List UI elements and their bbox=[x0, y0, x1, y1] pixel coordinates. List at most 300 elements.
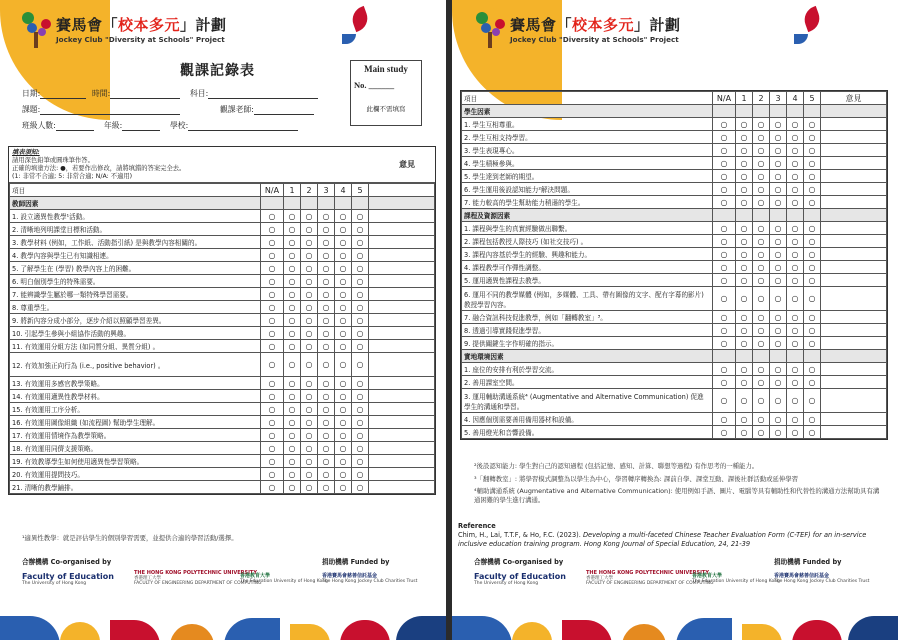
rating-option-5[interactable]: ○ bbox=[352, 429, 369, 442]
rating-option-1[interactable]: ○ bbox=[284, 314, 301, 327]
rating-na-option[interactable]: ○ bbox=[713, 261, 736, 274]
rating-option-1[interactable]: ○ bbox=[284, 429, 301, 442]
rating-option-2[interactable]: ○ bbox=[753, 144, 770, 157]
remarks-cell[interactable] bbox=[369, 390, 435, 403]
rating-option-5[interactable]: ○ bbox=[804, 170, 821, 183]
rating-option-5[interactable]: ○ bbox=[352, 249, 369, 262]
rating-option-1[interactable]: ○ bbox=[284, 249, 301, 262]
rating-na-option[interactable]: ○ bbox=[261, 481, 284, 494]
rating-option-3[interactable]: ○ bbox=[770, 287, 787, 311]
rating-option-3[interactable]: ○ bbox=[318, 223, 335, 236]
rating-option-4[interactable]: ○ bbox=[335, 275, 352, 288]
rating-option-5[interactable]: ○ bbox=[804, 363, 821, 376]
rating-option-3[interactable]: ○ bbox=[318, 288, 335, 301]
rating-na-option[interactable]: ○ bbox=[713, 311, 736, 324]
remarks-cell[interactable] bbox=[369, 275, 435, 288]
rating-option-5[interactable]: ○ bbox=[352, 403, 369, 416]
rating-option-1[interactable]: ○ bbox=[284, 327, 301, 340]
remarks-cell[interactable] bbox=[369, 288, 435, 301]
rating-option-2[interactable]: ○ bbox=[753, 324, 770, 337]
remarks-cell[interactable] bbox=[821, 413, 887, 426]
remarks-cell[interactable] bbox=[821, 144, 887, 157]
rating-option-4[interactable]: ○ bbox=[335, 236, 352, 249]
rating-option-5[interactable]: ○ bbox=[804, 287, 821, 311]
remarks-cell[interactable] bbox=[821, 196, 887, 209]
remarks-cell[interactable] bbox=[369, 236, 435, 249]
rating-option-2[interactable]: ○ bbox=[301, 314, 318, 327]
rating-option-1[interactable]: ○ bbox=[736, 131, 753, 144]
rating-option-1[interactable]: ○ bbox=[736, 413, 753, 426]
rating-option-1[interactable]: ○ bbox=[736, 170, 753, 183]
rating-option-1[interactable]: ○ bbox=[284, 301, 301, 314]
rating-option-5[interactable]: ○ bbox=[804, 413, 821, 426]
rating-option-5[interactable]: ○ bbox=[352, 236, 369, 249]
rating-option-4[interactable]: ○ bbox=[787, 337, 804, 350]
rating-option-1[interactable]: ○ bbox=[736, 324, 753, 337]
rating-option-5[interactable]: ○ bbox=[352, 262, 369, 275]
rating-option-2[interactable]: ○ bbox=[301, 468, 318, 481]
rating-option-3[interactable]: ○ bbox=[770, 170, 787, 183]
field-time[interactable]: 時間: bbox=[92, 88, 180, 99]
rating-option-1[interactable]: ○ bbox=[284, 455, 301, 468]
rating-option-3[interactable]: ○ bbox=[770, 235, 787, 248]
remarks-cell[interactable] bbox=[369, 210, 435, 223]
remarks-cell[interactable] bbox=[369, 481, 435, 494]
rating-option-1[interactable]: ○ bbox=[736, 118, 753, 131]
rating-option-4[interactable]: ○ bbox=[787, 261, 804, 274]
rating-option-2[interactable]: ○ bbox=[301, 223, 318, 236]
rating-option-2[interactable]: ○ bbox=[753, 248, 770, 261]
remarks-cell[interactable] bbox=[369, 262, 435, 275]
rating-option-3[interactable]: ○ bbox=[318, 236, 335, 249]
rating-na-option[interactable]: ○ bbox=[713, 389, 736, 413]
rating-option-4[interactable]: ○ bbox=[787, 274, 804, 287]
rating-option-1[interactable]: ○ bbox=[736, 426, 753, 439]
field-date[interactable]: 日期: bbox=[22, 88, 86, 99]
remarks-cell[interactable] bbox=[821, 157, 887, 170]
rating-na-option[interactable]: ○ bbox=[261, 327, 284, 340]
rating-option-4[interactable]: ○ bbox=[335, 468, 352, 481]
remarks-cell[interactable] bbox=[821, 389, 887, 413]
rating-option-3[interactable]: ○ bbox=[318, 301, 335, 314]
rating-na-option[interactable]: ○ bbox=[713, 363, 736, 376]
rating-na-option[interactable]: ○ bbox=[261, 314, 284, 327]
rating-na-option[interactable]: ○ bbox=[261, 390, 284, 403]
rating-option-1[interactable]: ○ bbox=[284, 442, 301, 455]
rating-option-3[interactable]: ○ bbox=[318, 455, 335, 468]
rating-option-1[interactable]: ○ bbox=[284, 353, 301, 377]
remarks-cell[interactable] bbox=[369, 403, 435, 416]
rating-option-2[interactable]: ○ bbox=[301, 236, 318, 249]
rating-option-3[interactable]: ○ bbox=[770, 311, 787, 324]
rating-option-5[interactable]: ○ bbox=[804, 337, 821, 350]
rating-na-option[interactable]: ○ bbox=[713, 274, 736, 287]
rating-option-2[interactable]: ○ bbox=[753, 235, 770, 248]
rating-na-option[interactable]: ○ bbox=[261, 416, 284, 429]
rating-option-1[interactable]: ○ bbox=[736, 337, 753, 350]
rating-option-1[interactable]: ○ bbox=[284, 377, 301, 390]
rating-option-3[interactable]: ○ bbox=[318, 442, 335, 455]
rating-option-5[interactable]: ○ bbox=[804, 311, 821, 324]
rating-option-2[interactable]: ○ bbox=[753, 311, 770, 324]
rating-option-4[interactable]: ○ bbox=[335, 314, 352, 327]
rating-option-5[interactable]: ○ bbox=[804, 183, 821, 196]
rating-option-3[interactable]: ○ bbox=[318, 377, 335, 390]
rating-option-2[interactable]: ○ bbox=[753, 274, 770, 287]
rating-option-5[interactable]: ○ bbox=[804, 144, 821, 157]
rating-option-1[interactable]: ○ bbox=[284, 403, 301, 416]
remarks-cell[interactable] bbox=[821, 363, 887, 376]
rating-option-5[interactable]: ○ bbox=[352, 416, 369, 429]
rating-na-option[interactable]: ○ bbox=[713, 183, 736, 196]
remarks-cell[interactable] bbox=[821, 248, 887, 261]
rating-option-3[interactable]: ○ bbox=[770, 183, 787, 196]
rating-option-5[interactable]: ○ bbox=[804, 118, 821, 131]
rating-option-3[interactable]: ○ bbox=[770, 324, 787, 337]
rating-option-4[interactable]: ○ bbox=[787, 376, 804, 389]
rating-option-2[interactable]: ○ bbox=[753, 170, 770, 183]
rating-na-option[interactable]: ○ bbox=[261, 429, 284, 442]
rating-option-5[interactable]: ○ bbox=[804, 389, 821, 413]
remarks-cell[interactable] bbox=[821, 426, 887, 439]
rating-option-2[interactable]: ○ bbox=[301, 442, 318, 455]
rating-option-5[interactable]: ○ bbox=[352, 377, 369, 390]
rating-option-1[interactable]: ○ bbox=[736, 235, 753, 248]
rating-option-4[interactable]: ○ bbox=[787, 426, 804, 439]
rating-option-3[interactable]: ○ bbox=[770, 274, 787, 287]
rating-option-2[interactable]: ○ bbox=[753, 426, 770, 439]
rating-na-option[interactable]: ○ bbox=[261, 288, 284, 301]
rating-option-3[interactable]: ○ bbox=[318, 340, 335, 353]
rating-na-option[interactable]: ○ bbox=[713, 118, 736, 131]
rating-option-4[interactable]: ○ bbox=[335, 210, 352, 223]
rating-option-2[interactable]: ○ bbox=[301, 390, 318, 403]
rating-option-3[interactable]: ○ bbox=[770, 196, 787, 209]
rating-option-3[interactable]: ○ bbox=[318, 275, 335, 288]
remarks-cell[interactable] bbox=[369, 353, 435, 377]
rating-option-2[interactable]: ○ bbox=[753, 196, 770, 209]
remarks-cell[interactable] bbox=[821, 222, 887, 235]
rating-na-option[interactable]: ○ bbox=[713, 222, 736, 235]
rating-option-4[interactable]: ○ bbox=[335, 340, 352, 353]
rating-option-2[interactable]: ○ bbox=[301, 481, 318, 494]
rating-option-2[interactable]: ○ bbox=[753, 131, 770, 144]
rating-option-2[interactable]: ○ bbox=[753, 363, 770, 376]
rating-option-1[interactable]: ○ bbox=[736, 222, 753, 235]
rating-option-4[interactable]: ○ bbox=[787, 170, 804, 183]
rating-option-1[interactable]: ○ bbox=[736, 183, 753, 196]
rating-option-1[interactable]: ○ bbox=[284, 210, 301, 223]
rating-option-1[interactable]: ○ bbox=[736, 274, 753, 287]
rating-na-option[interactable]: ○ bbox=[261, 249, 284, 262]
rating-option-5[interactable]: ○ bbox=[804, 274, 821, 287]
rating-option-2[interactable]: ○ bbox=[301, 275, 318, 288]
rating-option-3[interactable]: ○ bbox=[770, 376, 787, 389]
rating-na-option[interactable]: ○ bbox=[261, 210, 284, 223]
rating-option-5[interactable]: ○ bbox=[352, 390, 369, 403]
rating-option-4[interactable]: ○ bbox=[335, 223, 352, 236]
rating-option-4[interactable]: ○ bbox=[787, 413, 804, 426]
rating-na-option[interactable]: ○ bbox=[713, 157, 736, 170]
rating-option-1[interactable]: ○ bbox=[736, 261, 753, 274]
rating-option-2[interactable]: ○ bbox=[753, 337, 770, 350]
remarks-cell[interactable] bbox=[821, 311, 887, 324]
rating-option-5[interactable]: ○ bbox=[352, 340, 369, 353]
rating-na-option[interactable]: ○ bbox=[713, 248, 736, 261]
rating-option-3[interactable]: ○ bbox=[770, 157, 787, 170]
remarks-cell[interactable] bbox=[369, 468, 435, 481]
rating-na-option[interactable]: ○ bbox=[713, 235, 736, 248]
rating-option-2[interactable]: ○ bbox=[301, 353, 318, 377]
rating-option-5[interactable]: ○ bbox=[352, 468, 369, 481]
rating-option-2[interactable]: ○ bbox=[301, 377, 318, 390]
rating-option-5[interactable]: ○ bbox=[804, 157, 821, 170]
rating-option-2[interactable]: ○ bbox=[753, 261, 770, 274]
remarks-cell[interactable] bbox=[821, 118, 887, 131]
rating-option-2[interactable]: ○ bbox=[301, 249, 318, 262]
rating-option-4[interactable]: ○ bbox=[335, 353, 352, 377]
rating-option-1[interactable]: ○ bbox=[284, 288, 301, 301]
rating-option-2[interactable]: ○ bbox=[301, 210, 318, 223]
rating-option-5[interactable]: ○ bbox=[804, 324, 821, 337]
rating-option-4[interactable]: ○ bbox=[335, 249, 352, 262]
rating-option-1[interactable]: ○ bbox=[284, 416, 301, 429]
rating-option-5[interactable]: ○ bbox=[804, 235, 821, 248]
rating-option-1[interactable]: ○ bbox=[284, 275, 301, 288]
rating-option-1[interactable]: ○ bbox=[736, 196, 753, 209]
rating-na-option[interactable]: ○ bbox=[713, 287, 736, 311]
rating-option-4[interactable]: ○ bbox=[787, 144, 804, 157]
rating-option-2[interactable]: ○ bbox=[301, 403, 318, 416]
rating-na-option[interactable]: ○ bbox=[713, 426, 736, 439]
remarks-cell[interactable] bbox=[369, 340, 435, 353]
rating-option-1[interactable]: ○ bbox=[736, 287, 753, 311]
rating-option-3[interactable]: ○ bbox=[770, 363, 787, 376]
remarks-cell[interactable] bbox=[369, 377, 435, 390]
rating-option-4[interactable]: ○ bbox=[787, 311, 804, 324]
rating-option-3[interactable]: ○ bbox=[770, 261, 787, 274]
rating-option-5[interactable]: ○ bbox=[352, 455, 369, 468]
rating-option-2[interactable]: ○ bbox=[753, 413, 770, 426]
rating-option-2[interactable]: ○ bbox=[301, 327, 318, 340]
rating-na-option[interactable]: ○ bbox=[713, 131, 736, 144]
rating-option-4[interactable]: ○ bbox=[787, 196, 804, 209]
rating-option-1[interactable]: ○ bbox=[284, 236, 301, 249]
rating-option-3[interactable]: ○ bbox=[770, 118, 787, 131]
rating-na-option[interactable]: ○ bbox=[713, 413, 736, 426]
rating-option-3[interactable]: ○ bbox=[770, 426, 787, 439]
rating-option-4[interactable]: ○ bbox=[335, 301, 352, 314]
field-subject[interactable]: 科目: bbox=[190, 88, 318, 99]
rating-option-4[interactable]: ○ bbox=[335, 416, 352, 429]
remarks-cell[interactable] bbox=[369, 223, 435, 236]
rating-na-option[interactable]: ○ bbox=[261, 223, 284, 236]
rating-option-5[interactable]: ○ bbox=[352, 353, 369, 377]
rating-option-3[interactable]: ○ bbox=[318, 429, 335, 442]
rating-option-1[interactable]: ○ bbox=[284, 390, 301, 403]
remarks-cell[interactable] bbox=[821, 376, 887, 389]
rating-option-1[interactable]: ○ bbox=[284, 223, 301, 236]
remarks-cell[interactable] bbox=[369, 314, 435, 327]
rating-option-5[interactable]: ○ bbox=[804, 376, 821, 389]
rating-na-option[interactable]: ○ bbox=[713, 170, 736, 183]
rating-na-option[interactable]: ○ bbox=[261, 377, 284, 390]
rating-na-option[interactable]: ○ bbox=[261, 262, 284, 275]
rating-option-5[interactable]: ○ bbox=[352, 314, 369, 327]
rating-option-1[interactable]: ○ bbox=[284, 340, 301, 353]
remarks-cell[interactable] bbox=[369, 442, 435, 455]
rating-option-3[interactable]: ○ bbox=[318, 327, 335, 340]
rating-option-5[interactable]: ○ bbox=[804, 196, 821, 209]
remarks-cell[interactable] bbox=[821, 287, 887, 311]
remarks-cell[interactable] bbox=[821, 337, 887, 350]
remarks-cell[interactable] bbox=[821, 235, 887, 248]
field-school[interactable]: 學校: bbox=[170, 120, 298, 131]
rating-option-1[interactable]: ○ bbox=[736, 144, 753, 157]
rating-option-5[interactable]: ○ bbox=[352, 481, 369, 494]
rating-option-2[interactable]: ○ bbox=[753, 389, 770, 413]
rating-na-option[interactable]: ○ bbox=[713, 324, 736, 337]
remarks-cell[interactable] bbox=[821, 274, 887, 287]
rating-option-3[interactable]: ○ bbox=[770, 248, 787, 261]
rating-option-5[interactable]: ○ bbox=[804, 222, 821, 235]
rating-option-4[interactable]: ○ bbox=[335, 429, 352, 442]
rating-option-5[interactable]: ○ bbox=[352, 301, 369, 314]
field-topic[interactable]: 課題: bbox=[22, 104, 180, 115]
rating-na-option[interactable]: ○ bbox=[261, 403, 284, 416]
rating-option-1[interactable]: ○ bbox=[736, 311, 753, 324]
rating-option-4[interactable]: ○ bbox=[787, 248, 804, 261]
rating-option-1[interactable]: ○ bbox=[736, 157, 753, 170]
rating-option-3[interactable]: ○ bbox=[770, 222, 787, 235]
remarks-cell[interactable] bbox=[369, 416, 435, 429]
remarks-cell[interactable] bbox=[369, 455, 435, 468]
remarks-cell[interactable] bbox=[369, 249, 435, 262]
remarks-cell[interactable] bbox=[821, 183, 887, 196]
rating-option-3[interactable]: ○ bbox=[318, 314, 335, 327]
rating-option-3[interactable]: ○ bbox=[770, 337, 787, 350]
remarks-cell[interactable] bbox=[369, 327, 435, 340]
rating-na-option[interactable]: ○ bbox=[713, 196, 736, 209]
rating-option-5[interactable]: ○ bbox=[352, 223, 369, 236]
rating-option-3[interactable]: ○ bbox=[318, 210, 335, 223]
rating-option-2[interactable]: ○ bbox=[753, 157, 770, 170]
field-grade[interactable]: 年級: bbox=[104, 120, 160, 131]
rating-option-1[interactable]: ○ bbox=[736, 376, 753, 389]
rating-option-4[interactable]: ○ bbox=[787, 157, 804, 170]
rating-option-5[interactable]: ○ bbox=[804, 261, 821, 274]
remarks-cell[interactable] bbox=[369, 429, 435, 442]
rating-option-4[interactable]: ○ bbox=[335, 481, 352, 494]
rating-na-option[interactable]: ○ bbox=[713, 144, 736, 157]
rating-option-4[interactable]: ○ bbox=[787, 324, 804, 337]
rating-option-4[interactable]: ○ bbox=[335, 403, 352, 416]
rating-option-4[interactable]: ○ bbox=[787, 363, 804, 376]
rating-option-4[interactable]: ○ bbox=[787, 118, 804, 131]
rating-option-3[interactable]: ○ bbox=[318, 481, 335, 494]
rating-option-5[interactable]: ○ bbox=[804, 131, 821, 144]
rating-option-4[interactable]: ○ bbox=[787, 235, 804, 248]
remarks-cell[interactable] bbox=[821, 170, 887, 183]
rating-option-2[interactable]: ○ bbox=[301, 301, 318, 314]
rating-option-3[interactable]: ○ bbox=[770, 131, 787, 144]
rating-option-3[interactable]: ○ bbox=[318, 249, 335, 262]
rating-option-3[interactable]: ○ bbox=[318, 353, 335, 377]
rating-option-2[interactable]: ○ bbox=[301, 262, 318, 275]
rating-na-option[interactable]: ○ bbox=[261, 275, 284, 288]
rating-option-4[interactable]: ○ bbox=[335, 455, 352, 468]
rating-option-2[interactable]: ○ bbox=[301, 288, 318, 301]
rating-option-3[interactable]: ○ bbox=[318, 416, 335, 429]
rating-na-option[interactable]: ○ bbox=[261, 468, 284, 481]
rating-option-2[interactable]: ○ bbox=[753, 183, 770, 196]
rating-na-option[interactable]: ○ bbox=[713, 337, 736, 350]
rating-option-1[interactable]: ○ bbox=[284, 481, 301, 494]
rating-option-4[interactable]: ○ bbox=[335, 442, 352, 455]
rating-option-4[interactable]: ○ bbox=[335, 327, 352, 340]
remarks-cell[interactable] bbox=[821, 131, 887, 144]
rating-option-1[interactable]: ○ bbox=[284, 262, 301, 275]
rating-option-1[interactable]: ○ bbox=[736, 389, 753, 413]
rating-option-1[interactable]: ○ bbox=[736, 248, 753, 261]
rating-option-1[interactable]: ○ bbox=[284, 468, 301, 481]
rating-option-3[interactable]: ○ bbox=[318, 262, 335, 275]
rating-option-4[interactable]: ○ bbox=[787, 287, 804, 311]
rating-option-4[interactable]: ○ bbox=[787, 131, 804, 144]
rating-na-option[interactable]: ○ bbox=[713, 376, 736, 389]
rating-option-4[interactable]: ○ bbox=[787, 222, 804, 235]
field-class-size[interactable]: 班級人數: bbox=[22, 120, 94, 131]
remarks-cell[interactable] bbox=[821, 261, 887, 274]
rating-option-4[interactable]: ○ bbox=[335, 390, 352, 403]
rating-option-2[interactable]: ○ bbox=[301, 429, 318, 442]
field-observer[interactable]: 觀課老師: bbox=[220, 104, 314, 115]
rating-na-option[interactable]: ○ bbox=[261, 340, 284, 353]
rating-option-2[interactable]: ○ bbox=[753, 376, 770, 389]
rating-option-5[interactable]: ○ bbox=[352, 288, 369, 301]
rating-option-3[interactable]: ○ bbox=[770, 413, 787, 426]
remarks-cell[interactable] bbox=[369, 301, 435, 314]
rating-option-4[interactable]: ○ bbox=[787, 183, 804, 196]
rating-option-2[interactable]: ○ bbox=[301, 340, 318, 353]
rating-option-5[interactable]: ○ bbox=[352, 210, 369, 223]
rating-na-option[interactable]: ○ bbox=[261, 455, 284, 468]
rating-option-5[interactable]: ○ bbox=[352, 275, 369, 288]
rating-option-2[interactable]: ○ bbox=[753, 118, 770, 131]
rating-option-2[interactable]: ○ bbox=[301, 455, 318, 468]
rating-option-2[interactable]: ○ bbox=[753, 222, 770, 235]
rating-option-5[interactable]: ○ bbox=[352, 442, 369, 455]
remarks-cell[interactable] bbox=[821, 324, 887, 337]
rating-option-4[interactable]: ○ bbox=[787, 389, 804, 413]
rating-option-5[interactable]: ○ bbox=[804, 248, 821, 261]
rating-option-3[interactable]: ○ bbox=[318, 468, 335, 481]
rating-option-3[interactable]: ○ bbox=[770, 389, 787, 413]
rating-option-4[interactable]: ○ bbox=[335, 288, 352, 301]
rating-na-option[interactable]: ○ bbox=[261, 353, 284, 377]
rating-na-option[interactable]: ○ bbox=[261, 236, 284, 249]
rating-na-option[interactable]: ○ bbox=[261, 301, 284, 314]
rating-option-4[interactable]: ○ bbox=[335, 377, 352, 390]
rating-option-5[interactable]: ○ bbox=[352, 327, 369, 340]
rating-option-3[interactable]: ○ bbox=[318, 403, 335, 416]
rating-option-5[interactable]: ○ bbox=[804, 426, 821, 439]
rating-na-option[interactable]: ○ bbox=[261, 442, 284, 455]
rating-option-4[interactable]: ○ bbox=[335, 262, 352, 275]
rating-option-1[interactable]: ○ bbox=[736, 363, 753, 376]
rating-option-3[interactable]: ○ bbox=[770, 144, 787, 157]
rating-option-2[interactable]: ○ bbox=[753, 287, 770, 311]
